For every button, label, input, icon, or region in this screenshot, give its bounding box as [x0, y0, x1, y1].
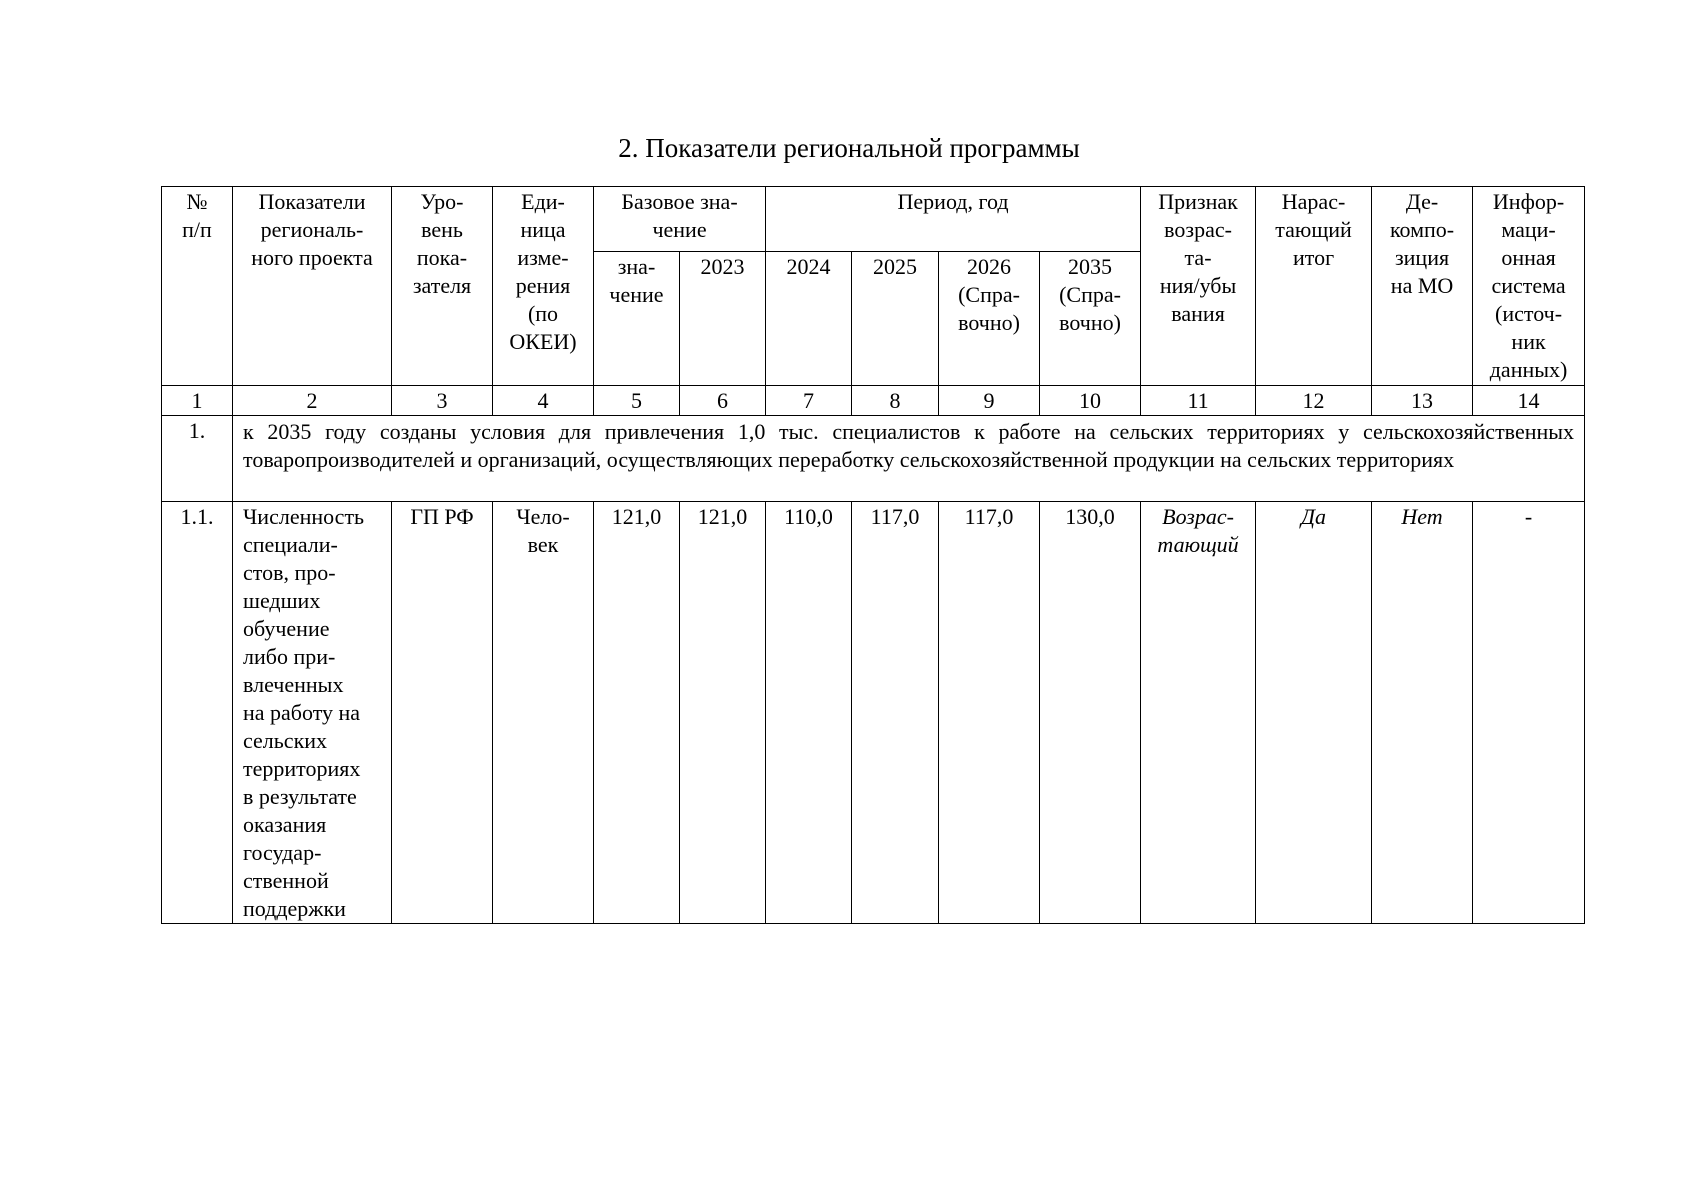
header-base-value-value: зна- чение	[594, 251, 680, 385]
indicator-value-2026: 117,0	[939, 502, 1040, 924]
indicator-number: 1.1.	[162, 502, 233, 924]
column-number: 9	[939, 386, 1040, 416]
indicator-unit: Чело- век	[493, 502, 594, 924]
goal-row	[162, 416, 1585, 502]
indicator-value-2024: 110,0	[766, 502, 852, 924]
indicator-level: ГП РФ	[392, 502, 493, 924]
indicator-cumulative: Да	[1256, 502, 1372, 924]
column-number: 8	[852, 386, 939, 416]
goal-text: к 2035 году созданы условия для привлечения 1,0 тыс. специалистов к работе на сельских территориях у сельскохозяйственных товаропроизводителей и организаций, осуществляющих переработку сельскохозяйственной продукции на сельских территориях	[233, 416, 1585, 502]
header-row-1	[162, 187, 1585, 252]
column-number: 3	[392, 386, 493, 416]
indicator-row	[162, 502, 1585, 924]
header-period: Период, год	[766, 187, 1141, 252]
goal-number: 1.	[162, 416, 233, 502]
indicators-table	[161, 186, 1585, 924]
header-year-2026: 2026 (Спра- вочно)	[939, 251, 1040, 385]
column-number: 10	[1040, 386, 1141, 416]
indicator-sign: Возрас- тающий	[1141, 502, 1256, 924]
header-base-value: Базовое зна- чение	[594, 187, 766, 252]
column-number: 14	[1473, 386, 1585, 416]
column-number: 2	[233, 386, 392, 416]
header-indicator-name: Показатели региональ- ного проекта	[233, 187, 392, 386]
header-year-2024: 2024	[766, 251, 852, 385]
header-year-2035: 2035 (Спра- вочно)	[1040, 251, 1141, 385]
header-year-2025: 2025	[852, 251, 939, 385]
column-number: 4	[493, 386, 594, 416]
column-number: 7	[766, 386, 852, 416]
column-number: 11	[1141, 386, 1256, 416]
column-number: 6	[680, 386, 766, 416]
header-info-system: Инфор- маци- онная система (источ- ник данных)	[1473, 187, 1585, 386]
header-base-year: 2023	[680, 251, 766, 385]
indicator-decomposition: Нет	[1372, 502, 1473, 924]
indicator-value-2035: 130,0	[1040, 502, 1141, 924]
page-title: 2. Показатели региональной программы	[618, 133, 1080, 163]
indicator-name: Численность специали- стов, про- шедших обучение либо при- влеченных на работу на сельских территориях в результате оказания государ- ственной поддержки	[233, 502, 392, 924]
column-number: 1	[162, 386, 233, 416]
indicator-base-2023: 121,0	[680, 502, 766, 924]
header-unit: Еди- ница изме- рения (по ОКЕИ)	[493, 187, 594, 386]
column-numbers-row	[162, 386, 1585, 416]
indicator-value-2025: 117,0	[852, 502, 939, 924]
header-num: № п/п	[162, 187, 233, 386]
header-level: Уро- вень пока- зателя	[392, 187, 493, 386]
column-number: 12	[1256, 386, 1372, 416]
indicator-info-system: -	[1473, 502, 1585, 924]
header-sign: Признак возрас- та- ния/убы вания	[1141, 187, 1256, 386]
header-cumulative: Нарас- тающий итог	[1256, 187, 1372, 386]
column-number: 13	[1372, 386, 1473, 416]
column-number: 5	[594, 386, 680, 416]
header-decomposition: Де- компо- зиция на МО	[1372, 187, 1473, 386]
indicator-base-value: 121,0	[594, 502, 680, 924]
